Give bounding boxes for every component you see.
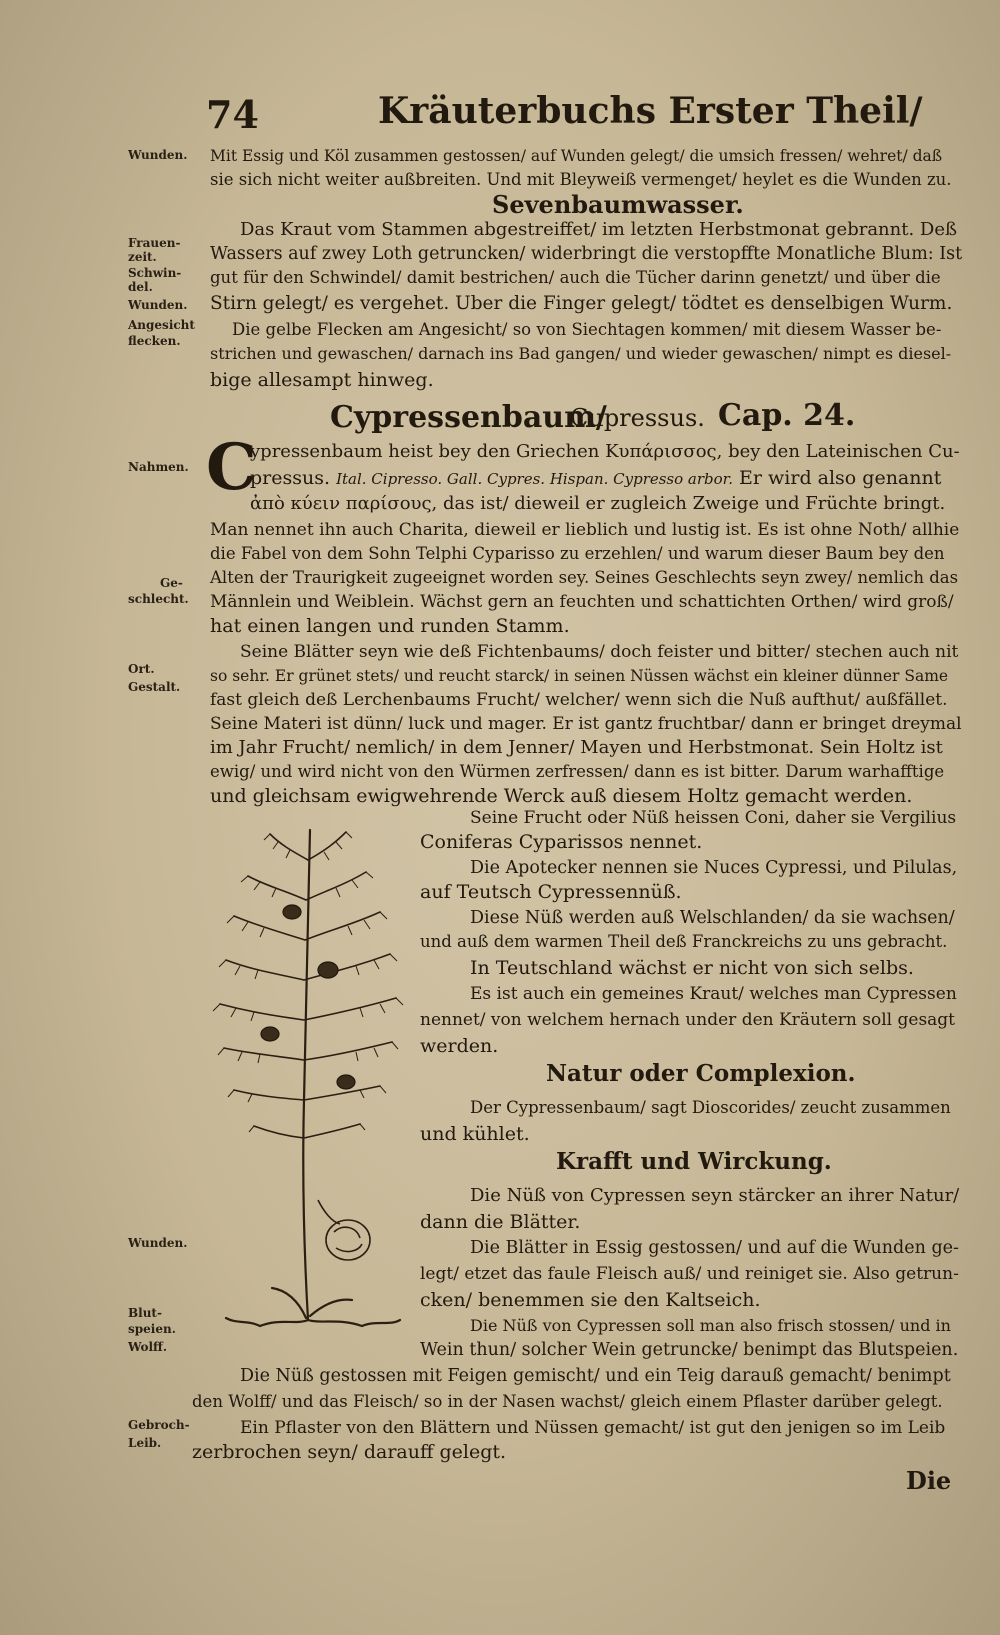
cypress-tree-illustration <box>200 820 415 1330</box>
text-line: Alten der Traurigkeit zugeeignet worden sey. Seines Geschlechts seyn zwey/ nemlich das <box>210 568 959 587</box>
text-line: Die Nüß von Cypressen seyn stärcker an ihrer Natur/ <box>470 1185 960 1206</box>
running-title: Kräuterbuchs Erster Theil/ <box>378 90 923 132</box>
chapter-title: Cypressenbaum/ <box>330 400 607 435</box>
section-heading: Sevenbaumwasser. <box>492 190 744 219</box>
margin-note: Gestalt. <box>128 680 181 694</box>
chapter-number: Cap. 24. <box>718 398 856 433</box>
heading-natur: Natur oder Complexion. <box>546 1060 856 1087</box>
text-line: so sehr. Er grünet stets/ und reucht starck/ in seinen Nüssen wächst ein kleiner dünner Same <box>210 667 949 685</box>
text-line: Die Apotecker nennen sie Nuces Cypressi, und Pilulas, <box>470 858 958 878</box>
text-line: auf Teutsch Cypressennüß. <box>420 881 682 903</box>
text-line: Die Nüß von Cypressen soll man also frisch stossen/ und in <box>470 1316 951 1335</box>
catchword: Die <box>906 1466 952 1495</box>
initial-letter: C <box>206 430 257 505</box>
text-line: In Teutschland wächst er nicht von sich selbs. <box>470 957 914 979</box>
page-number: 74 <box>206 92 259 137</box>
text-line: zerbrochen seyn/ darauff gelegt. <box>192 1441 507 1463</box>
text-line: Der Cypressenbaum/ sagt Dioscorides/ zeucht zusammen <box>470 1098 951 1117</box>
text-line: Wassers auf zwey Loth getruncken/ widerbringt die verstopffte Monatliche Blum: Ist <box>210 244 963 264</box>
text-line: Mit Essig und Köl zusammen gestossen/ auf Wunden gelegt/ die umsich fressen/ wehret/ daß <box>210 147 943 165</box>
margin-note: schlecht. <box>128 592 189 606</box>
text-line: ypressenbaum heist bey den Griechen Κυπάρισσος, bey den Lateinischen Cu- <box>250 441 960 462</box>
margin-note: flecken. <box>128 334 181 348</box>
text-line: Seine Blätter seyn wie deß Fichtenbaums/ doch feister und bitter/ stechen auch nit <box>240 642 959 662</box>
margin-note: speien. <box>128 1322 176 1336</box>
text-line: Ein Pflaster von den Blättern und Nüssen gemacht/ ist gut den jenigen so im Leib <box>240 1418 946 1438</box>
margin-note: Gebroch- <box>128 1418 190 1432</box>
text-line: werden. <box>420 1035 499 1057</box>
text-line: pressus. Ital. Cipresso. Gall. Cypres. Hispan. Cypresso arbor. Er wird also genannt <box>250 467 942 489</box>
text-line: legt/ etzet das faule Fleisch auß/ und reiniget sie. Also getrun- <box>420 1264 959 1284</box>
margin-note: Wunden. <box>128 148 188 162</box>
text-line: gut für den Schwindel/ damit bestrichen/ auch die Tücher darinn genetzt/ und über die <box>210 268 941 287</box>
text-line: nennet/ von welchem hernach under den Kräutern soll gesagt <box>420 1010 956 1030</box>
text-line: die Fabel von dem Sohn Telphi Cyparisso zu erzehlen/ und warum dieser Baum bey den <box>210 544 945 563</box>
text-line: Die Blätter in Essig gestossen/ und auf die Wunden ge- <box>470 1238 959 1258</box>
text-line: Seine Frucht oder Nüß heissen Coni, daher sie Vergilius <box>470 808 957 828</box>
greek-word: Κυπάρισσος, <box>605 441 723 462</box>
text-line: im Jahr Frucht/ nemlich/ in dem Jenner/ Mayen und Herbstmonat. Sein Holtz ist <box>210 737 943 758</box>
heading-krafft: Krafft und Wirckung. <box>556 1148 832 1175</box>
margin-note: del. <box>128 280 153 294</box>
text-line: Seine Materi ist dünn/ luck und mager. Er ist gantz fruchtbar/ dann er bringet dreymal <box>210 714 962 734</box>
text-line: Diese Nüß werden auß Welschlanden/ da sie wachsen/ <box>470 908 955 928</box>
margin-note: Blut- <box>128 1306 162 1320</box>
margin-note: Angesicht <box>128 318 195 332</box>
text-line: ἀπὸ κύειν παρίσους, das ist/ dieweil er zugleich Zweige und Früchte bringt. <box>250 493 946 514</box>
margin-note: Leib. <box>128 1436 162 1450</box>
text-line: ewig/ und wird nicht von den Würmen zerfressen/ dann es ist bitter. Darum warhafftige <box>210 762 945 781</box>
text-line: Männlein und Weiblein. Wächst gern an feuchten und schattichten Orthen/ wird groß/ <box>210 592 954 612</box>
text-line: Stirn gelegt/ es vergehet. Uber die Finger gelegt/ tödtet es denselbigen Wurm. <box>210 293 953 314</box>
text-line: Die Nüß gestossen mit Feigen gemischt/ und ein Teig darauß gemacht/ benimpt <box>240 1366 951 1386</box>
margin-note: Schwin- <box>128 266 182 280</box>
text-line: Wein thun/ solcher Wein getruncke/ benimpt das Blutspeien. <box>420 1340 959 1360</box>
margin-note: Nahmen. <box>128 460 189 474</box>
chapter-latin: Cupressus. <box>570 404 705 432</box>
text-line: dann die Blätter. <box>420 1211 581 1233</box>
text-line: den Wolff/ und das Fleisch/ so in der Nasen wachst/ gleich einem Pflaster darüber gelegt. <box>192 1392 943 1411</box>
margin-note: zeit. <box>128 250 157 264</box>
text-line: und auß dem warmen Theil deß Franckreichs zu uns gebracht. <box>420 932 948 951</box>
text-line: Coniferas Cyparissos nennet. <box>420 831 703 853</box>
foreign-synonyms: Ital. Cipresso. Gall. Cypres. Hispan. Cypresso arbor. <box>336 470 733 488</box>
margin-note: Wolff. <box>128 1340 168 1354</box>
text-line: Man nennet ihn auch Charita, dieweil er lieblich und lustig ist. Es ist ohne Noth/ allhie <box>210 520 960 540</box>
text-line: Es ist auch ein gemeines Kraut/ welches man Cypressen <box>470 984 957 1004</box>
text-line: Das Kraut vom Stammen abgestreiffet/ im letzten Herbstmonat gebrannt. Deß <box>240 219 958 240</box>
text-line: cken/ benemmen sie den Kaltseich. <box>420 1289 761 1311</box>
text-line: Die gelbe Flecken am Angesicht/ so von Siechtagen kommen/ mit diesem Wasser be- <box>232 320 942 339</box>
text-line: und gleichsam ewigwehrende Werck auß diesem Holtz gemacht werden. <box>210 785 913 807</box>
text-line: hat einen langen und runden Stamm. <box>210 615 570 637</box>
margin-note: Wunden. <box>128 1236 188 1250</box>
margin-note: Frauen- <box>128 236 181 250</box>
margin-note: Wunden. <box>128 298 188 312</box>
text-line: strichen und gewaschen/ darnach ins Bad gangen/ und wieder gewaschen/ nimpt es diesel- <box>210 344 952 363</box>
greek-word: ἀπὸ κύειν παρίσους, <box>250 493 438 514</box>
text-line: und kühlet. <box>420 1123 530 1145</box>
margin-note: Ort. <box>128 662 155 676</box>
text-line: sie sich nicht weiter außbreiten. Und mit Bleyweiß vermenget/ heylet es die Wunden zu. <box>210 170 952 189</box>
text-line: fast gleich deß Lerchenbaums Frucht/ welcher/ wenn sich die Nuß aufthut/ außfället. <box>210 690 948 710</box>
margin-note: Ge- <box>160 576 183 590</box>
text-line: bige allesampt hinweg. <box>210 369 434 391</box>
